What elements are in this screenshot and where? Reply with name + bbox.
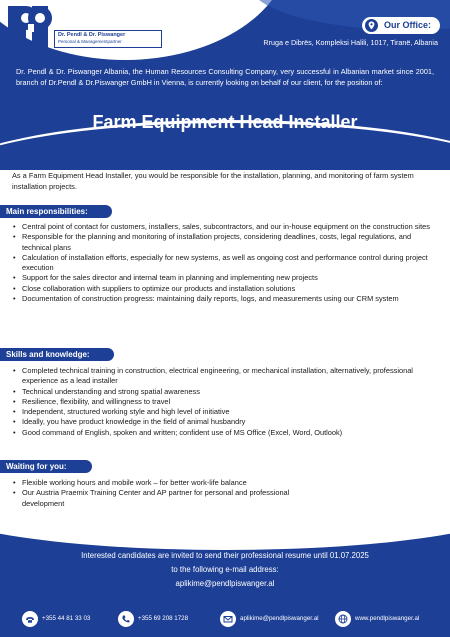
list-item: • Good command of English, spoken and written; confident use of MS Office (Excel, Word, Outlook): [12, 428, 442, 438]
list-item: • Documentation of construction progress: maintaining daily reports, logs, and measurements using our CRM system: [12, 294, 442, 304]
phone-1-text: +355 44 81 33 03: [42, 615, 91, 622]
section-heading-skills: Skills and knowledge:: [0, 348, 114, 361]
list-item: • Independent, structured working style and high level of initiative: [12, 407, 442, 417]
email-icon: [220, 611, 236, 627]
section-heading-benefits: Waiting for you:: [0, 460, 92, 473]
list-item: • Central point of contact for customers, installers, sales, subcontractors, and our in-house equipment on the construction sites: [12, 222, 442, 232]
mobile-phone-icon: [118, 611, 134, 627]
list-item: • Resilience, flexibility, and willingness to travel: [12, 397, 442, 407]
logo-name: Dr. Pendl & Dr. Piswanger: [58, 32, 126, 38]
logo-tagline: Personal & Managementpartner: [58, 39, 122, 44]
logo-mark-icon: [8, 6, 52, 48]
footer-wave: [0, 520, 450, 550]
location-pin-icon: [365, 19, 378, 32]
apply-line-2: to the following e-mail address:: [171, 565, 279, 574]
list-item: • Responsible for the planning and monitoring of installation projects, considering deadlines, costs, legal regulations, and technical plans: [12, 232, 442, 253]
telephone-icon: [22, 611, 38, 627]
office-address: Rruga e Dibrës, Kompleksi Halili, 1017, Tiranë, Albania: [263, 38, 438, 47]
apply-email[interactable]: aplikime@pendlpiswanger.al: [175, 579, 275, 588]
job-title: Farm Equipment Head Installer: [92, 112, 358, 132]
skills-list: [12, 366, 442, 438]
responsibilities-list: [12, 222, 442, 304]
apply-line-1: Interested candidates are invited to send their professional resume until 01.07.2025: [81, 551, 369, 560]
list-item: • Calculation of installation efforts, especially for new systems, as well as ongoing cost and performance control during project execution: [12, 253, 442, 274]
list-item: • Flexible working hours and mobile work – for better work-life balance: [12, 478, 312, 488]
section-heading-responsibilities: Main responsibilities:: [0, 205, 112, 218]
list-item: • Close collaboration with suppliers to optimize our products and installation solutions: [12, 284, 442, 294]
website-text: www.pendlpiswanger.al: [355, 615, 420, 622]
list-item: • Our Austria Praemix Training Center and AP partner for personal and professional development: [12, 488, 312, 509]
benefits-list: [12, 478, 312, 509]
office-label-pill: [362, 17, 440, 34]
contact-footer: [0, 609, 450, 629]
email-text: aplikime@pendlpiswanger.al: [240, 615, 319, 622]
intro-paragraph: Dr. Pendl & Dr. Piswanger Albania, the Human Resources Consulting Company, very successful in Albanian market since 2001, branch of Dr.Pendl & Dr.Piswanger GmbH in Vienna, is currently looking on behalf of our client, for the position of:: [16, 67, 434, 87]
list-item: • Technical understanding and strong spatial awareness: [12, 387, 442, 397]
globe-icon: [335, 611, 351, 627]
application-instructions: [0, 549, 450, 591]
office-label: Our Office:: [384, 20, 432, 30]
company-logo: [8, 6, 168, 48]
logo-text-box: [54, 30, 162, 48]
list-item: • Completed technical training in construction, electrical engineering, or mechanical installation, alternatively, professional experience as a lead installer: [12, 366, 442, 387]
phone-2-text: +355 69 208 1728: [138, 615, 189, 622]
list-item: • Support for the sales director and internal team in planning and implementing new projects: [12, 273, 442, 283]
lead-paragraph: As a Farm Equipment Head Installer, you would be responsible for the installation, planning, and monitoring of farm system installation projects.: [12, 171, 414, 191]
list-item: • Ideally, you have product knowledge in the field of animal husbandry: [12, 417, 442, 427]
